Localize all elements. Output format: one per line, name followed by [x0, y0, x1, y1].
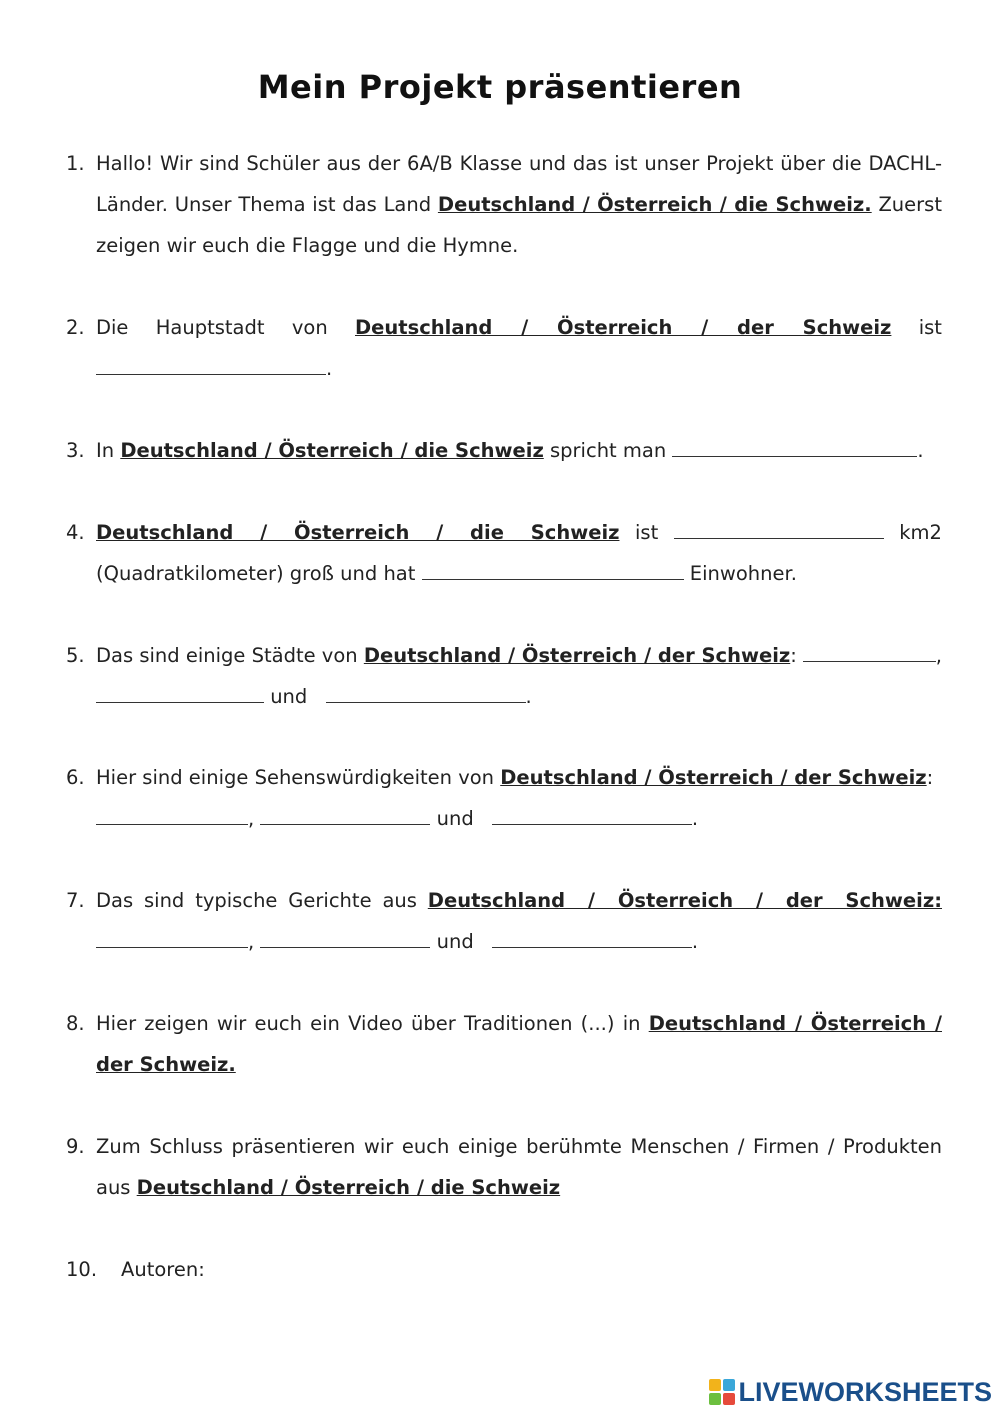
item-number: 3. — [66, 439, 85, 462]
list-item-5 — [66, 635, 942, 717]
country-choice: Deutschland / Österreich / der Schweiz — [355, 316, 892, 339]
country-choice: Deutschland / Österreich / der Schweiz — [363, 644, 791, 667]
item-number: 1. — [66, 152, 85, 175]
item-text: ist — [918, 316, 942, 339]
item-text: Das — [96, 889, 134, 912]
item-text: : — [790, 644, 804, 667]
item-number: 7. — [66, 889, 85, 912]
answer-blank-population[interactable] — [422, 554, 684, 580]
item-text: Das sind einige Städte von — [96, 644, 364, 667]
country-choice: Deutschland / Österreich / die Schweiz — [96, 521, 620, 544]
item-text: : — [926, 766, 934, 789]
item-text: ist — [635, 521, 659, 544]
item-text: und — [430, 807, 480, 830]
item-text: Hauptstadt — [155, 316, 265, 339]
item-number: 10. — [66, 1258, 98, 1281]
item-number: 4. — [66, 521, 85, 544]
item-text: . — [525, 685, 532, 708]
answer-blank-dish-3[interactable] — [492, 922, 692, 948]
liveworksheets-logo[interactable] — [709, 1377, 992, 1407]
answer-blank-city-3[interactable] — [326, 677, 526, 703]
logo-text: LIVEWORKSHEETS — [738, 1376, 992, 1407]
list-item-10 — [66, 1249, 942, 1290]
item-text: Zuerst zeigen wir euch die Flagge und die Hymne. — [96, 193, 942, 257]
list-item-7 — [66, 880, 942, 962]
list-item-2 — [66, 307, 942, 389]
country-choice: Deutschland / Österreich / die Schweiz — [136, 1176, 561, 1199]
item-text: , — [248, 930, 261, 953]
authors-label: Autoren: — [121, 1258, 205, 1281]
item-text: Hallo! Wir sind Schüler aus der 6A/B Klasse und das ist unser Projekt über die DACHL-Länder. Unser Thema ist das Land — [96, 152, 942, 216]
country-choice: Deutschland / Österreich / der Schweiz. — [96, 1012, 942, 1076]
item-text: aus — [382, 889, 417, 912]
country-choice: Deutschland / Österreich / der Schweiz — [500, 766, 927, 789]
liveworksheets-logo-icon — [709, 1379, 735, 1405]
item-text: von — [291, 316, 328, 339]
item-text: . — [691, 807, 699, 830]
item-text: km2 — [899, 521, 942, 544]
item-number: 8. — [66, 1012, 85, 1035]
answer-blank-city-1[interactable] — [803, 636, 936, 662]
item-text: Einwohner. — [683, 562, 797, 585]
item-text: typische — [195, 889, 278, 912]
answer-blank-capital[interactable] — [96, 349, 326, 375]
list-item-3 — [66, 430, 942, 471]
item-text: Hier zeigen wir euch ein Video über Traditionen (...) in — [96, 1012, 649, 1035]
answer-blank-language[interactable] — [672, 431, 917, 457]
item-text: In — [96, 439, 121, 462]
item-number: 6. — [66, 766, 85, 789]
answer-blank-sight-1[interactable] — [96, 799, 248, 825]
list-item-4 — [66, 512, 942, 594]
item-number: 5. — [66, 644, 85, 667]
answer-blank-dish-2[interactable] — [260, 922, 430, 948]
item-text: Gerichte — [288, 889, 372, 912]
answer-blank-sight-3[interactable] — [492, 799, 692, 825]
item-text: (Quadratkilometer) groß und hat — [96, 562, 422, 585]
item-number: 9. — [66, 1135, 85, 1158]
item-number: 2. — [66, 316, 85, 339]
item-text: Zum Schluss präsentieren wir euch einige berühmte Menschen / Firmen / Produkten aus — [96, 1135, 942, 1199]
item-text: Hier sind einige Sehenswürdigkeiten von — [96, 766, 501, 789]
item-text: spricht man — [543, 439, 673, 462]
item-text: und — [264, 685, 314, 708]
answer-blank-dish-1[interactable] — [96, 922, 248, 948]
list-item-9 — [66, 1126, 942, 1208]
item-text: und — [430, 930, 480, 953]
page-title: Mein Projekt präsentieren — [257, 68, 743, 106]
item-text: Die — [96, 316, 129, 339]
answer-blank-area[interactable] — [674, 513, 884, 539]
list-item-1 — [66, 143, 942, 266]
list-item-6 — [66, 757, 942, 839]
item-text: . — [691, 930, 699, 953]
item-text: . — [917, 439, 924, 462]
country-choice: Deutschland / Österreich / die Schweiz. — [437, 193, 872, 216]
answer-blank-city-2[interactable] — [96, 677, 264, 703]
country-choice: Deutschland / Österreich / der Schweiz: — [427, 889, 942, 912]
country-choice: Deutschland / Österreich / die Schweiz — [120, 439, 544, 462]
item-text: , — [935, 644, 942, 667]
item-text: , — [248, 807, 261, 830]
list-item-8 — [66, 1003, 942, 1085]
item-text: sind — [144, 889, 185, 912]
answer-blank-sight-2[interactable] — [260, 799, 430, 825]
item-text: . — [326, 357, 333, 380]
